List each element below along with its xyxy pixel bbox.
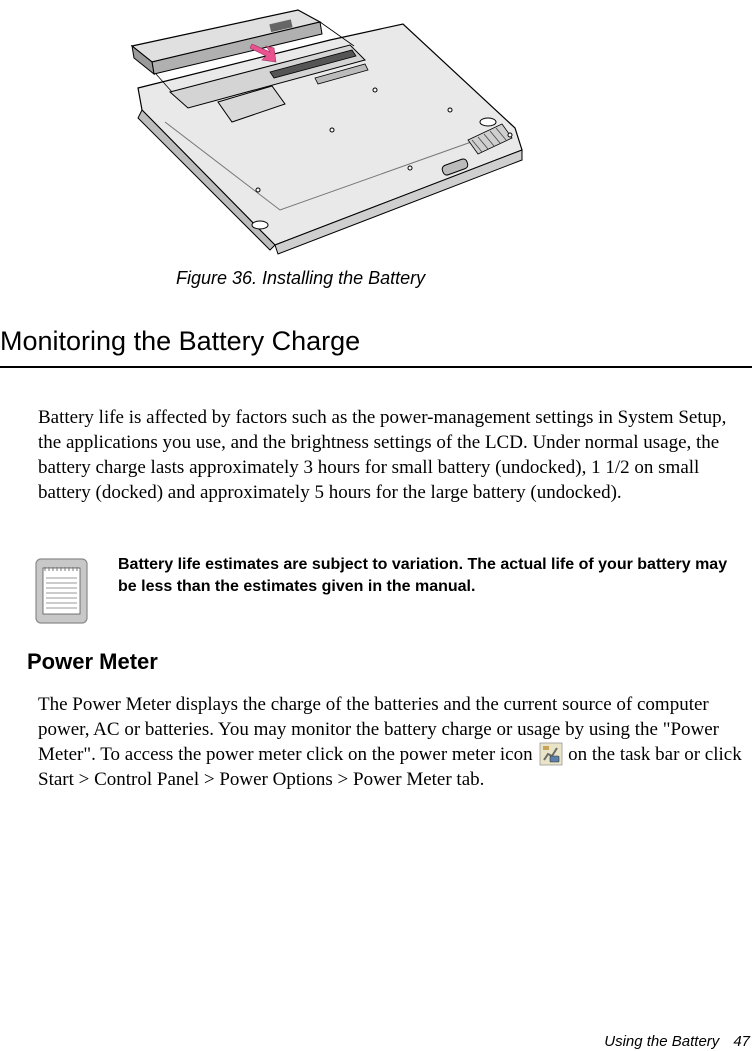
heading-rule [0, 366, 752, 368]
power-meter-paragraph [38, 692, 750, 792]
power-meter-icon [539, 742, 563, 766]
note-icon [35, 558, 88, 624]
figure-caption: Figure 36. Installing the Battery [176, 268, 426, 288]
power-meter-text-after-icon: on the task bar or click Start > Control Panel > Power Options > Power Meter tab. [38, 744, 742, 790]
page-footer [604, 1033, 750, 1050]
power-meter-heading: Power Meter [27, 649, 158, 674]
battery-installation-figure [120, 0, 540, 255]
section-heading: Monitoring the Battery Charge [0, 326, 361, 356]
battery-life-paragraph: Battery life is affected by factors such as the power-management settings in System Setup, the applications you use, and the brightness settings of the LCD. Under normal usage, the battery charge lasts approximately 3 hours for small battery (undocked), 1 1/2 on small battery (docked) and approximately 5 hours for the large battery (undocked). [38, 407, 727, 503]
page-number: 47 [733, 1033, 750, 1050]
battery-note: Battery life estimates are subject to variation. The actual life of your battery may be less than the estimates given in the manual. [118, 556, 728, 595]
power-meter-text-before-icon: The Power Meter displays the charge of the batteries and the current source of computer power, AC or batteries. You may monitor the battery charge or usage by using the "Power Meter". To access the power meter click on the power meter icon [38, 694, 720, 765]
footer-section-title: Using the Battery [604, 1033, 720, 1050]
